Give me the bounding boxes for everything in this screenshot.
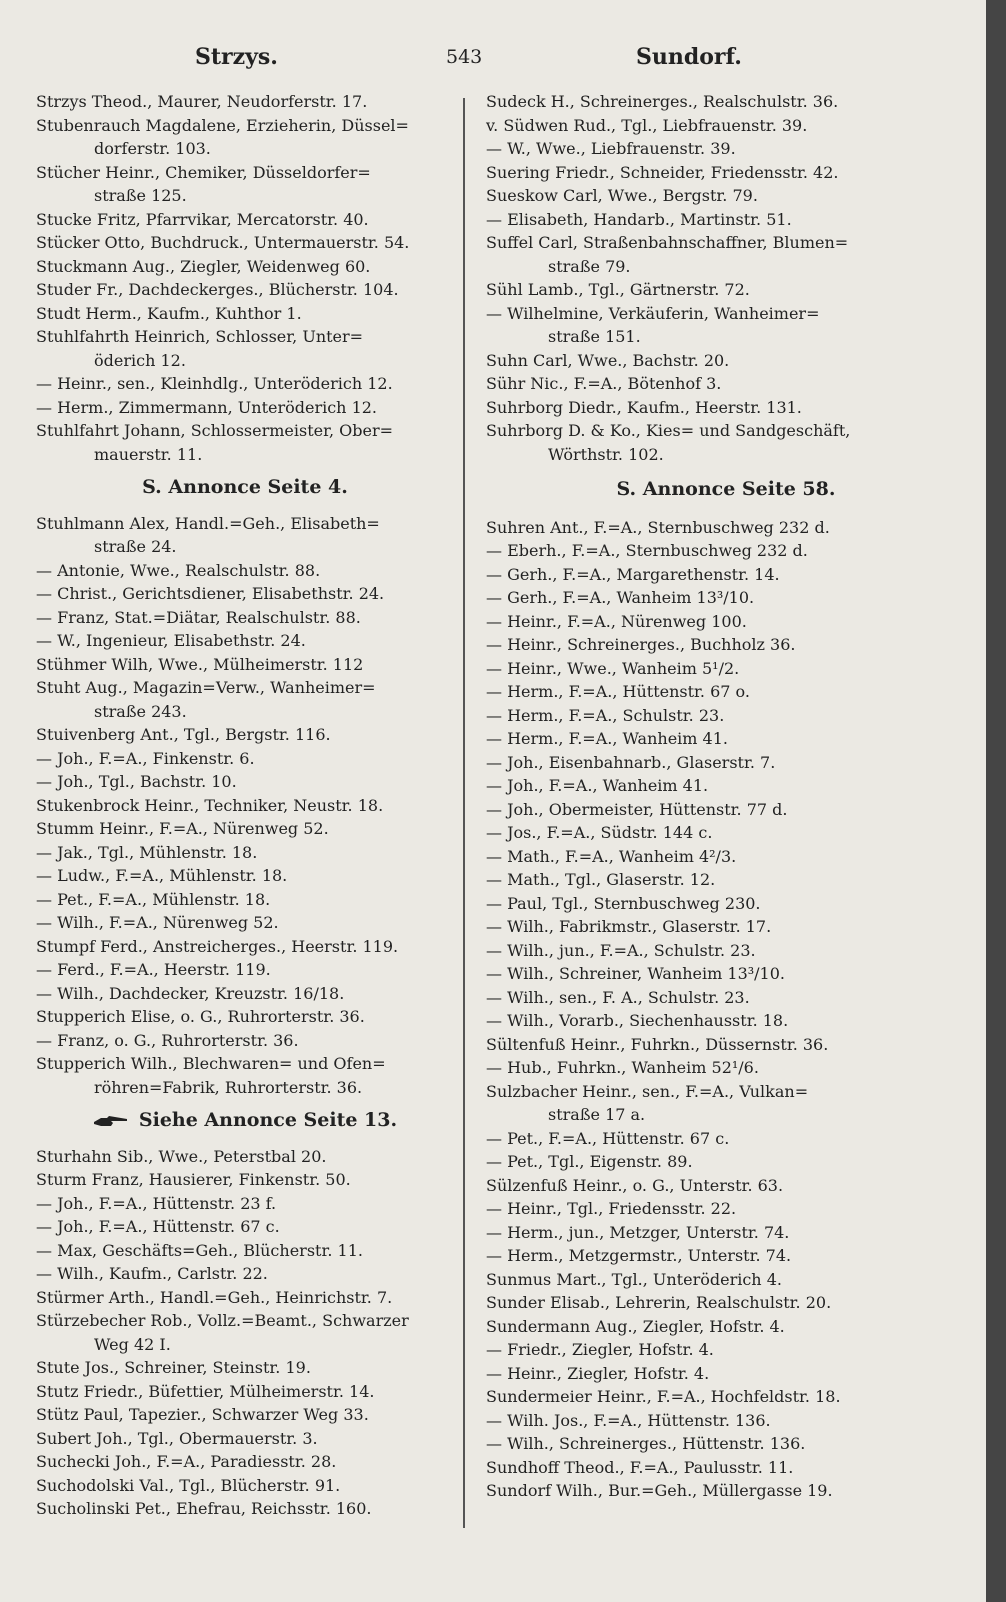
entry-text: — Heinr., sen., Kleinhdlg., Unteröderich 12.: [36, 374, 393, 393]
directory-entry: [36, 747, 454, 771]
directory-entry: [486, 845, 966, 869]
entry-continuation: [36, 349, 454, 373]
entry-text: — Antonie, Wwe., Realschulstr. 88.: [36, 560, 321, 580]
annonce-reference: [36, 476, 454, 500]
directory-entry: [486, 1127, 966, 1151]
directory-entry: [36, 1145, 454, 1169]
entry-text: Sturm Franz, Hausierer, Finkenstr. 50.: [36, 1170, 351, 1189]
directory-entry: [486, 774, 966, 798]
directory-entry: [486, 610, 966, 634]
entry-continuation: [36, 443, 454, 467]
directory-entry: [486, 161, 966, 185]
directory-entry: [486, 1291, 966, 1315]
entry-text: Stürmer Arth., Handl.=Geh., Heinrichstr. 7.: [36, 1287, 393, 1307]
entry-text: Sunder Elisab., Lehrerin, Realschulstr. 20.: [486, 1293, 832, 1312]
entry-text: — Herm., jun., Metzger, Unterstr. 74.: [486, 1222, 790, 1242]
entry-text: Studt Herm., Kaufm., Kuhthor 1.: [36, 303, 302, 323]
entry-text: Suhren Ant., F.=A., Sternbuschweg 232 d.: [486, 517, 830, 537]
directory-entry: [486, 516, 966, 540]
directory-entry: [486, 1432, 966, 1456]
entry-text: Suhrborg Diedr., Kaufm., Heerstr. 131.: [486, 397, 802, 417]
directory-entry: [486, 868, 966, 892]
directory-entry: [486, 90, 966, 114]
entry-text: — Gerh., F.=A., Margarethenstr. 14.: [486, 564, 780, 584]
entry-text: — Jak., Tgl., Mühlenstr. 18.: [36, 842, 258, 862]
directory-entry: [486, 231, 966, 255]
entry-text: — Pet., F.=A., Hüttenstr. 67 c.: [486, 1128, 730, 1148]
entry-text: — Wilh., jun., F.=A., Schulstr. 23.: [486, 940, 756, 960]
directory-entry: [486, 1268, 966, 1292]
entry-text: Stupperich Wilh., Blechwaren= und Ofen=: [36, 1054, 386, 1073]
directory-entry: [36, 629, 454, 653]
directory-entry: [486, 727, 966, 751]
entry-text: — Pet., F.=A., Mühlenstr. 18.: [36, 889, 271, 909]
directory-entry: [36, 1403, 454, 1427]
directory-entry: [36, 161, 454, 185]
directory-entry: [36, 1309, 454, 1333]
directory-entry: [36, 888, 454, 912]
directory-entry: [486, 1197, 966, 1221]
directory-entry: [486, 680, 966, 704]
entry-text: — Franz, Stat.=Diätar, Realschulstr. 88.: [36, 607, 361, 627]
entry-text: Stuhlmann Alex, Handl.=Geh., Elisabeth=: [36, 513, 380, 533]
header-right-keyword: Sundorf.: [636, 44, 742, 70]
directory-entry: [486, 114, 966, 138]
entry-text: — Wilh., Schreiner, Wanheim 13³/10.: [486, 964, 785, 983]
directory-entry: [486, 1409, 966, 1433]
entry-text: — Math., F.=A., Wanheim 4²/3.: [486, 846, 737, 866]
directory-entry: [36, 794, 454, 818]
entry-text: — Heinr., Tgl., Friedensstr. 22.: [486, 1199, 737, 1218]
entry-text: S. Annonce Seite 4.: [142, 476, 348, 498]
directory-entry: [486, 539, 966, 563]
directory-entry: [486, 1479, 966, 1503]
page-header: [0, 44, 986, 84]
directory-entry: [486, 1056, 966, 1080]
entry-text: — Joh., Obermeister, Hüttenstr. 77 d.: [486, 799, 788, 819]
entry-text: Stücher Heinr., Chemiker, Düsseldorfer=: [36, 162, 371, 182]
directory-entry: [36, 1286, 454, 1310]
entry-text: — Wilhelmine, Verkäuferin, Wanheimer=: [486, 303, 820, 323]
entry-text: — Eberh., F.=A., Sternbuschweg 232 d.: [486, 541, 808, 560]
directory-entry: [486, 1338, 966, 1362]
entry-text: Sundhoff Theod., F.=A., Paulusstr. 11.: [486, 1457, 794, 1477]
directory-entry: [486, 1385, 966, 1409]
directory-entry: [36, 817, 454, 841]
entry-text: Sundermeier Heinr., F.=A., Hochfeldstr. 18.: [486, 1387, 841, 1406]
directory-entry: [486, 372, 966, 396]
entry-text: — Jos., F.=A., Südstr. 144 c.: [486, 823, 713, 842]
directory-entry: [486, 1174, 966, 1198]
entry-text: — Herm., Metzgermstr., Unterstr. 74.: [486, 1246, 792, 1265]
directory-entry: [36, 512, 454, 536]
directory-entry: [36, 582, 454, 606]
entry-text: — Gerh., F.=A., Wanheim 13³/10.: [486, 588, 755, 607]
entry-text: — Franz, o. G., Ruhrorterstr. 36.: [36, 1030, 299, 1050]
entry-text: — Wilh., Schreinerges., Hüttenstr. 136.: [486, 1434, 806, 1453]
entry-text: — Math., Tgl., Glaserstr. 12.: [486, 870, 716, 889]
entry-text: straße 125.: [94, 186, 187, 205]
page-number: 543: [446, 46, 483, 68]
entry-text: — Herm., F.=A., Wanheim 41.: [486, 729, 728, 748]
directory-entry: [36, 723, 454, 747]
directory-entry: [486, 586, 966, 610]
entry-text: straße 151.: [548, 327, 641, 346]
entry-text: Stukenbrock Heinr., Techniker, Neustr. 18.: [36, 795, 384, 815]
entry-text: — Herm., F.=A., Schulstr. 23.: [486, 705, 725, 725]
entry-text: Suhn Carl, Wwe., Bachstr. 20.: [486, 350, 730, 370]
directory-entry: [486, 419, 966, 443]
entry-text: Weg 42 I.: [94, 1334, 171, 1354]
directory-entry: [36, 208, 454, 232]
entry-text: — Wilh., sen., F. A., Schulstr. 23.: [486, 987, 750, 1007]
entry-text: Sulzbacher Heinr., sen., F.=A., Vulkan=: [486, 1081, 809, 1101]
directory-entry: [486, 657, 966, 681]
directory-entry: [36, 559, 454, 583]
entry-text: — Joh., F.=A., Hüttenstr. 23 f.: [36, 1193, 277, 1213]
directory-entry: [486, 751, 966, 775]
entry-text: Sühl Lamb., Tgl., Gärtnerstr. 72.: [486, 280, 750, 299]
entry-text: Stucke Fritz, Pfarrvikar, Mercatorstr. 40.: [36, 209, 369, 229]
directory-entry: [486, 1033, 966, 1057]
directory-entry: [36, 1239, 454, 1263]
entry-continuation: [36, 1076, 454, 1100]
entry-text: Stutz Friedr., Büfettier, Mülheimerstr. 14.: [36, 1381, 375, 1401]
directory-entry: [486, 1221, 966, 1245]
directory-entry: [36, 1168, 454, 1192]
entry-text: — Wilh., F.=A., Nürenweg 52.: [36, 913, 279, 932]
entry-text: — Wilh., Dachdecker, Kreuzstr. 16/18.: [36, 983, 345, 1003]
entry-text: — Joh., F.=A., Hüttenstr. 67 c.: [36, 1217, 280, 1236]
entry-text: — Heinr., Schreinerges., Buchholz 36.: [486, 635, 796, 654]
directory-entry: [36, 325, 454, 349]
entry-text: Sühr Nic., F.=A., Bötenhof 3.: [486, 374, 722, 393]
directory-entry: [486, 633, 966, 657]
entry-text: Sueskow Carl, Wwe., Bergstr. 79.: [486, 186, 758, 205]
entry-text: — Wilh., Fabrikmstr., Glaserstr. 17.: [486, 917, 772, 936]
directory-entry: [486, 915, 966, 939]
directory-entry: [36, 770, 454, 794]
entry-text: Stupperich Elise, o. G., Ruhrorterstr. 36.: [36, 1007, 365, 1026]
directory-entry: [486, 208, 966, 232]
directory-entry: [486, 986, 966, 1010]
directory-entry: [36, 278, 454, 302]
entry-text: — W., Ingenieur, Elisabethstr. 24.: [36, 631, 306, 650]
entry-text: — Ludw., F.=A., Mühlenstr. 18.: [36, 866, 288, 885]
entry-text: — W., Wwe., Liebfrauenstr. 39.: [486, 139, 736, 158]
directory-entry: [486, 1244, 966, 1268]
directory-entry: [486, 1009, 966, 1033]
entry-text: — Herm., F.=A., Hüttenstr. 67 o.: [486, 682, 750, 701]
entry-text: dorferstr. 103.: [94, 139, 211, 158]
entry-text: — Heinr., F.=A., Nürenweg 100.: [486, 611, 747, 631]
entry-text: Suffel Carl, Straßenbahnschaffner, Blumen=: [486, 233, 849, 252]
entry-text: Strzys Theod., Maurer, Neudorferstr. 17.: [36, 92, 368, 111]
entry-text: Subert Joh., Tgl., Obermauerstr. 3.: [36, 1428, 318, 1448]
entry-text: straße 79.: [548, 256, 631, 276]
entry-text: Sundermann Aug., Ziegler, Hofstr. 4.: [486, 1316, 785, 1336]
entry-text: S. Annonce Seite 58.: [616, 478, 836, 500]
entry-text: — Wilh. Jos., F.=A., Hüttenstr. 136.: [486, 1410, 771, 1430]
entry-text: — Wilh., Kaufm., Carlstr. 22.: [36, 1264, 268, 1283]
directory-entry: [36, 90, 454, 114]
right-column: [486, 90, 966, 1503]
directory-entry: [486, 184, 966, 208]
entry-text: Suchodolski Val., Tgl., Blücherstr. 91.: [36, 1475, 341, 1495]
directory-entry: [36, 1052, 454, 1076]
entry-continuation: [36, 137, 454, 161]
entry-continuation: [36, 535, 454, 559]
entry-text: Stühmer Wilh, Wwe., Mülheimerstr. 112: [36, 654, 364, 674]
directory-entry: [486, 1456, 966, 1480]
entry-continuation: [36, 1333, 454, 1357]
left-column: [36, 90, 454, 1521]
entry-text: Sudeck H., Schreinerges., Realschulstr. 36.: [486, 92, 839, 111]
entry-text: Stuhlfahrt Johann, Schlossermeister, Ober=: [36, 421, 394, 440]
entry-text: Sucholinski Pet., Ehefrau, Reichsstr. 160.: [36, 1499, 372, 1518]
entry-text: Stücker Otto, Buchdruck., Untermauerstr. 54.: [36, 233, 410, 252]
directory-entry: [486, 821, 966, 845]
directory-entry: [486, 1362, 966, 1386]
entry-text: — Pet., Tgl., Eigenstr. 89.: [486, 1152, 693, 1171]
directory-entry: [486, 892, 966, 916]
directory-entry: [486, 704, 966, 728]
entry-text: — Friedr., Ziegler, Hofstr. 4.: [486, 1340, 714, 1359]
entry-text: — Joh., F.=A., Wanheim 41.: [486, 776, 709, 795]
directory-entry: [36, 1356, 454, 1380]
directory-entry: [486, 349, 966, 373]
directory-entry: [486, 798, 966, 822]
entry-text: Stuht Aug., Magazin=Verw., Wanheimer=: [36, 678, 376, 697]
directory-entry: [36, 255, 454, 279]
directory-entry: [36, 982, 454, 1006]
directory-entry: [36, 419, 454, 443]
directory-entry: [36, 1215, 454, 1239]
entry-text: — Joh., Eisenbahnarb., Glaserstr. 7.: [486, 752, 776, 772]
directory-entry: [486, 302, 966, 326]
directory-entry: [36, 653, 454, 677]
annonce-reference: [36, 1109, 454, 1133]
entry-text: — Max, Geschäfts=Geh., Blücherstr. 11.: [36, 1240, 363, 1260]
directory-entry: [486, 137, 966, 161]
entry-text: — Ferd., F.=A., Heerstr. 119.: [36, 960, 271, 979]
directory-entry: [36, 606, 454, 630]
entry-text: Stuivenberg Ant., Tgl., Bergstr. 116.: [36, 725, 331, 744]
entry-text: röhren=Fabrik, Ruhrorterstr. 36.: [94, 1077, 363, 1097]
entry-text: mauerstr. 11.: [94, 444, 203, 464]
entry-text: Sülzenfuß Heinr., o. G., Unterstr. 63.: [486, 1175, 784, 1195]
entry-text: Stumpf Ferd., Anstreicherges., Heerstr. 119.: [36, 936, 399, 956]
directory-entry: [36, 1192, 454, 1216]
entry-text: Sturhahn Sib., Wwe., Peterstbal 20.: [36, 1146, 327, 1166]
directory-entry: [36, 1262, 454, 1286]
directory-entry: [36, 1497, 454, 1521]
entry-text: Studer Fr., Dachdeckerges., Blücherstr. 104.: [36, 280, 399, 299]
directory-entry: [36, 114, 454, 138]
entry-continuation: [36, 184, 454, 208]
entry-text: Suering Friedr., Schneider, Friedensstr. 42.: [486, 162, 839, 182]
directory-entry: [36, 1474, 454, 1498]
entry-text: — Heinr., Ziegler, Hofstr. 4.: [486, 1363, 710, 1383]
entry-text: — Hub., Fuhrkn., Wanheim 52¹/6.: [486, 1058, 759, 1077]
entry-text: straße 243.: [94, 701, 187, 721]
directory-entry: [36, 935, 454, 959]
directory-entry: [36, 1380, 454, 1404]
entry-text: — Paul, Tgl., Sternbuschweg 230.: [486, 893, 761, 913]
entry-text: Stütz Paul, Tapezier., Schwarzer Weg 33.: [36, 1405, 369, 1424]
entry-text: Siehe Annonce Seite 13.: [138, 1109, 398, 1131]
entry-text: Sundorf Wilh., Bur.=Geh., Müllergasse 19.: [486, 1481, 833, 1500]
entry-text: v. Südwen Rud., Tgl., Liebfrauenstr. 39.: [486, 115, 808, 135]
page-edge: [986, 0, 1006, 1602]
entry-continuation: [486, 325, 966, 349]
directory-entry: [486, 1150, 966, 1174]
entry-text: öderich 12.: [94, 350, 186, 370]
directory-entry: [486, 563, 966, 587]
column-divider: [463, 98, 465, 1528]
entry-continuation: [36, 700, 454, 724]
entry-continuation: [486, 255, 966, 279]
entry-text: Suhrborg D. & Ko., Kies= und Sandgeschäft,: [486, 421, 851, 440]
entry-text: Sunmus Mart., Tgl., Unteröderich 4.: [486, 1269, 782, 1289]
directory-entry: [486, 939, 966, 963]
entry-text: Wörthstr. 102.: [548, 444, 664, 464]
directory-entry: [36, 372, 454, 396]
pointing-hand-icon: [93, 1113, 129, 1129]
entry-text: Stubenrauch Magdalene, Erzieherin, Düssel=: [36, 115, 409, 135]
directory-entry: [36, 958, 454, 982]
directory-entry: [36, 1450, 454, 1474]
directory-entry: [36, 302, 454, 326]
entry-text: — Heinr., Wwe., Wanheim 5¹/2.: [486, 658, 740, 678]
entry-text: Stumm Heinr., F.=A., Nürenweg 52.: [36, 819, 329, 838]
entry-text: Sültenfuß Heinr., Fuhrkn., Düssernstr. 36.: [486, 1034, 829, 1054]
directory-entry: [486, 1315, 966, 1339]
entry-text: — Elisabeth, Handarb., Martinstr. 51.: [486, 209, 792, 229]
entry-text: Stuckmann Aug., Ziegler, Weidenweg 60.: [36, 256, 371, 276]
entry-text: Stürzebecher Rob., Vollz.=Beamt., Schwarzer: [36, 1311, 409, 1330]
directory-entry: [36, 864, 454, 888]
annonce-reference: [486, 478, 966, 502]
directory-entry: [36, 841, 454, 865]
directory-entry: [36, 231, 454, 255]
directory-entry: [486, 278, 966, 302]
directory-entry: [36, 676, 454, 700]
directory-entry: [36, 911, 454, 935]
entry-continuation: [486, 443, 966, 467]
directory-entry: [36, 396, 454, 420]
directory-entry: [486, 962, 966, 986]
entry-text: Suchecki Joh., F.=A., Paradiesstr. 28.: [36, 1452, 337, 1471]
directory-entry: [36, 1427, 454, 1451]
entry-text: — Christ., Gerichtsdiener, Elisabethstr. 24.: [36, 584, 385, 603]
entry-text: straße 24.: [94, 537, 177, 556]
entry-text: straße 17 a.: [548, 1105, 646, 1124]
entry-text: — Joh., F.=A., Finkenstr. 6.: [36, 748, 255, 768]
entry-text: Stute Jos., Schreiner, Steinstr. 19.: [36, 1358, 311, 1377]
entry-continuation: [486, 1103, 966, 1127]
directory-entry: [36, 1005, 454, 1029]
header-left-keyword: Strzys.: [195, 44, 278, 70]
entry-text: — Wilh., Vorarb., Siechenhausstr. 18.: [486, 1011, 789, 1030]
directory-entry: [36, 1029, 454, 1053]
directory-entry: [486, 1080, 966, 1104]
entry-text: — Joh., Tgl., Bachstr. 10.: [36, 772, 237, 791]
entry-text: Stuhlfahrth Heinrich, Schlosser, Unter=: [36, 327, 364, 346]
directory-entry: [486, 396, 966, 420]
entry-text: — Herm., Zimmermann, Unteröderich 12.: [36, 397, 378, 417]
